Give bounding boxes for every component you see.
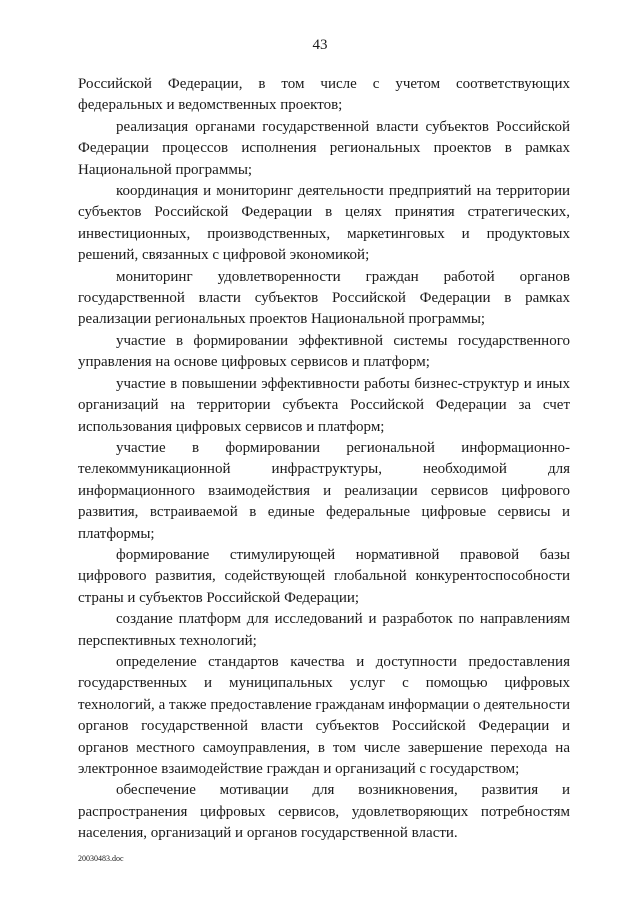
paragraph: мониторинг удовлетворенности граждан работой органов государственной власти субъектов Российской Федерации в рамках реализации региональных проектов Национальной программы;: [78, 268, 570, 328]
paragraph: участие в формировании эффективной системы государственного управления на основе цифровых сервисов и платформ;: [78, 332, 570, 371]
paragraph: участие в формировании региональной информационно-телекоммуникационной инфраструктуры, необходимой для информационного взаимодействия и реализации сервисов цифрового развития, встраиваемой в единые федеральные цифровые сервисы и платформы;: [78, 439, 570, 542]
paragraph: Российской Федерации, в том числе с учетом соответствующих федеральных и ведомственных проектов;: [78, 76, 570, 114]
paragraph: обеспечение мотивации для возникновения, развития и распространения цифровых сервисов, удовлетворяющих потребностям населения, организаций и органов государственной власти.: [78, 782, 570, 842]
paragraph: создание платформ для исследований и разработок по направлениям перспективных технологий;: [78, 611, 570, 649]
document-body: [78, 74, 570, 845]
paragraph: формирование стимулирующей нормативной правовой базы цифрового развития, содействующей глобальной конкурентоспособности страны и субъектов Российской Федерации;: [78, 546, 570, 606]
paragraph: реализация органами государственной власти субъектов Российской Федерации процессов исполнения региональных проектов в рамках Национальной программы;: [78, 118, 570, 178]
footer-filename: 20030483.doc: [78, 854, 124, 863]
paragraph: определение стандартов качества и доступности предоставления государственных и муниципальных услуг с помощью цифровых технологий, а также предоставление гражданам информации о деятельности органов государственной власти субъектов Российской Федерации и органов местного самоуправления, в том числе завершение перехода на электронное взаимодействие граждан и организаций с государством;: [78, 653, 570, 777]
paragraph: участие в повышении эффективности работы бизнес-структур и иных организаций на территории субъекта Российской Федерации за счет использования цифровых сервисов и платформ;: [78, 375, 570, 435]
paragraph: координация и мониторинг деятельности предприятий на территории субъектов Российской Федерации в целях принятия стратегических, инвестиционных, производственных, маркетинговых и продуктовых решений, связанных с цифровой экономикой;: [78, 183, 570, 264]
page-number: 43: [312, 37, 328, 53]
